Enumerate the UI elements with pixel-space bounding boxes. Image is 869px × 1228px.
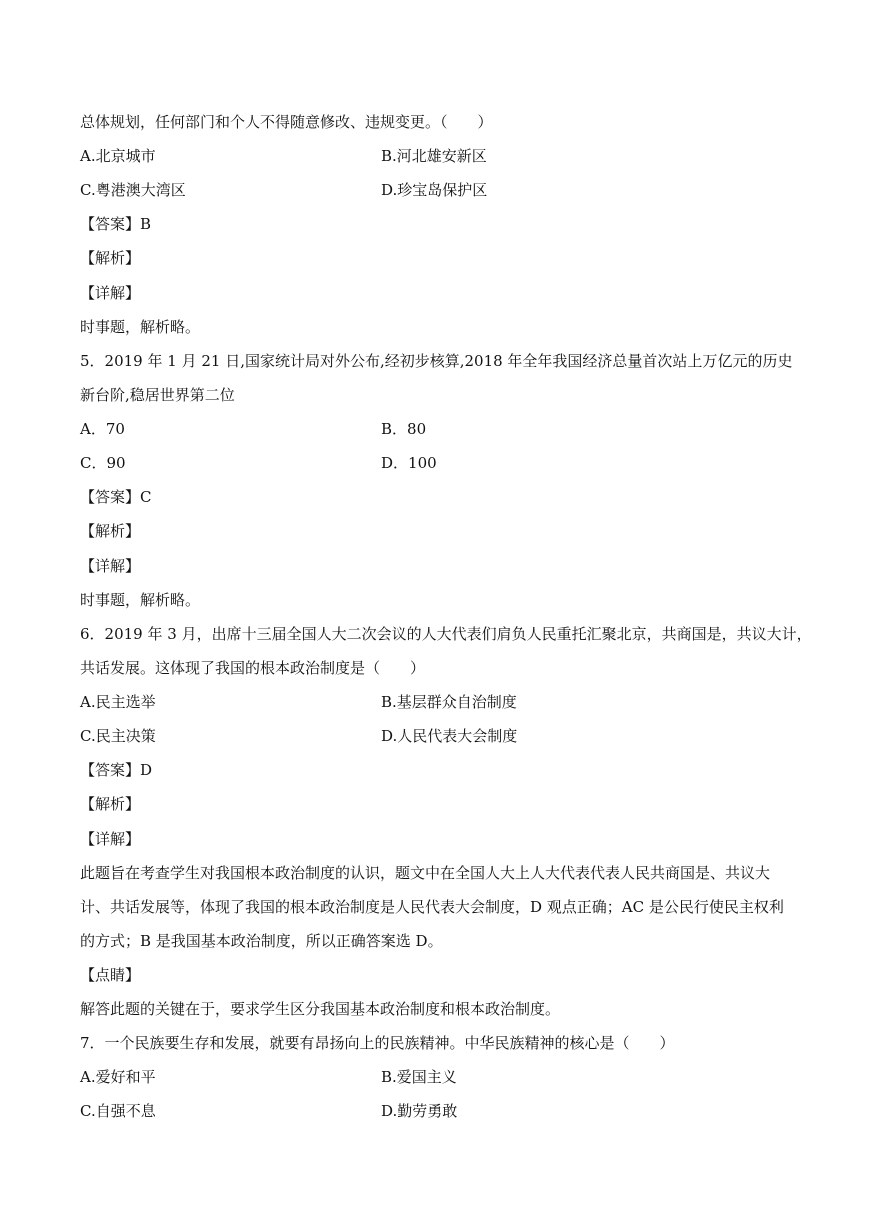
q4-stem-tail: 总体规划，任何部门和个人不得随意修改、违规变更。（ ） — [80, 113, 493, 131]
q6-option-c: C.民主决策 — [80, 727, 156, 745]
q6-detail-line3: 的方式；B 是我国基本政治制度，所以正确答案选 D。 — [80, 932, 443, 950]
q4-option-b: B.河北雄安新区 — [381, 147, 487, 165]
q6-answer: 【答案】D — [80, 761, 153, 779]
q4-option-a: A.北京城市 — [80, 147, 156, 165]
q4-analysis-heading: 【解析】 — [80, 249, 141, 267]
q5-analysis-heading: 【解析】 — [80, 522, 141, 540]
q5-answer: 【答案】C — [80, 488, 152, 506]
q5-option-d: D．100 — [381, 454, 437, 472]
q5-option-c: C．90 — [80, 454, 126, 472]
q6-tip-heading: 【点睛】 — [80, 966, 141, 984]
q4-option-d: D.珍宝岛保护区 — [381, 181, 488, 199]
q6-analysis-heading: 【解析】 — [80, 795, 141, 813]
q7-option-d: D.勤劳勇敢 — [381, 1102, 458, 1120]
q6-detail-heading: 【详解】 — [80, 830, 141, 848]
q4-detail-text: 时事题，解析略。 — [80, 318, 201, 336]
q6-option-a: A.民主选举 — [80, 693, 156, 711]
q5-detail-text: 时事题，解析略。 — [80, 591, 201, 609]
q7-option-c: C.自强不息 — [80, 1102, 156, 1120]
q6-stem-line2: 共话发展。这体现了我国的根本政治制度是（ ） — [80, 659, 426, 677]
q5-option-b: B．80 — [381, 420, 427, 438]
q6-detail-line1: 此题旨在考查学生对我国根本政治制度的认识，题文中在全国人大上人大代表代表人民共商国是、共议大 — [80, 864, 771, 882]
q5-stem-line1: 5．2019 年 1 月 21 日,国家统计局对外公布,经初步核算,2018 年全年我国经济总量首次站上万亿元的历史 — [80, 352, 793, 370]
q5-detail-heading: 【详解】 — [80, 557, 141, 575]
q6-detail-line2: 计、共话发展等，体现了我国的根本政治制度是人民代表大会制度，D 观点正确；AC 是公民行使民主权利 — [80, 898, 784, 916]
q4-detail-heading: 【详解】 — [80, 284, 141, 302]
q7-stem: 7．一个民族要生存和发展，就要有昂扬向上的民族精神。中华民族精神的核心是（ ） — [80, 1034, 675, 1052]
q5-option-a: A．70 — [80, 420, 125, 438]
q5-stem-line2: 新台阶,稳居世界第二位 — [80, 386, 235, 404]
q7-option-a: A.爱好和平 — [80, 1068, 156, 1086]
q4-answer: 【答案】B — [80, 215, 152, 233]
q6-option-d: D.人民代表大会制度 — [381, 727, 518, 745]
q6-tip-text: 解答此题的关键在于，要求学生区分我国基本政治制度和根本政治制度。 — [80, 1000, 561, 1018]
q4-option-c: C.粤港澳大湾区 — [80, 181, 186, 199]
q6-option-b: B.基层群众自治制度 — [381, 693, 517, 711]
q7-option-b: B.爱国主义 — [381, 1068, 457, 1086]
q6-stem-line1: 6．2019 年 3 月，出席十三届全国人大二次会议的人大代表们肩负人民重托汇聚北京，共商国是，共议大计， — [80, 625, 812, 643]
